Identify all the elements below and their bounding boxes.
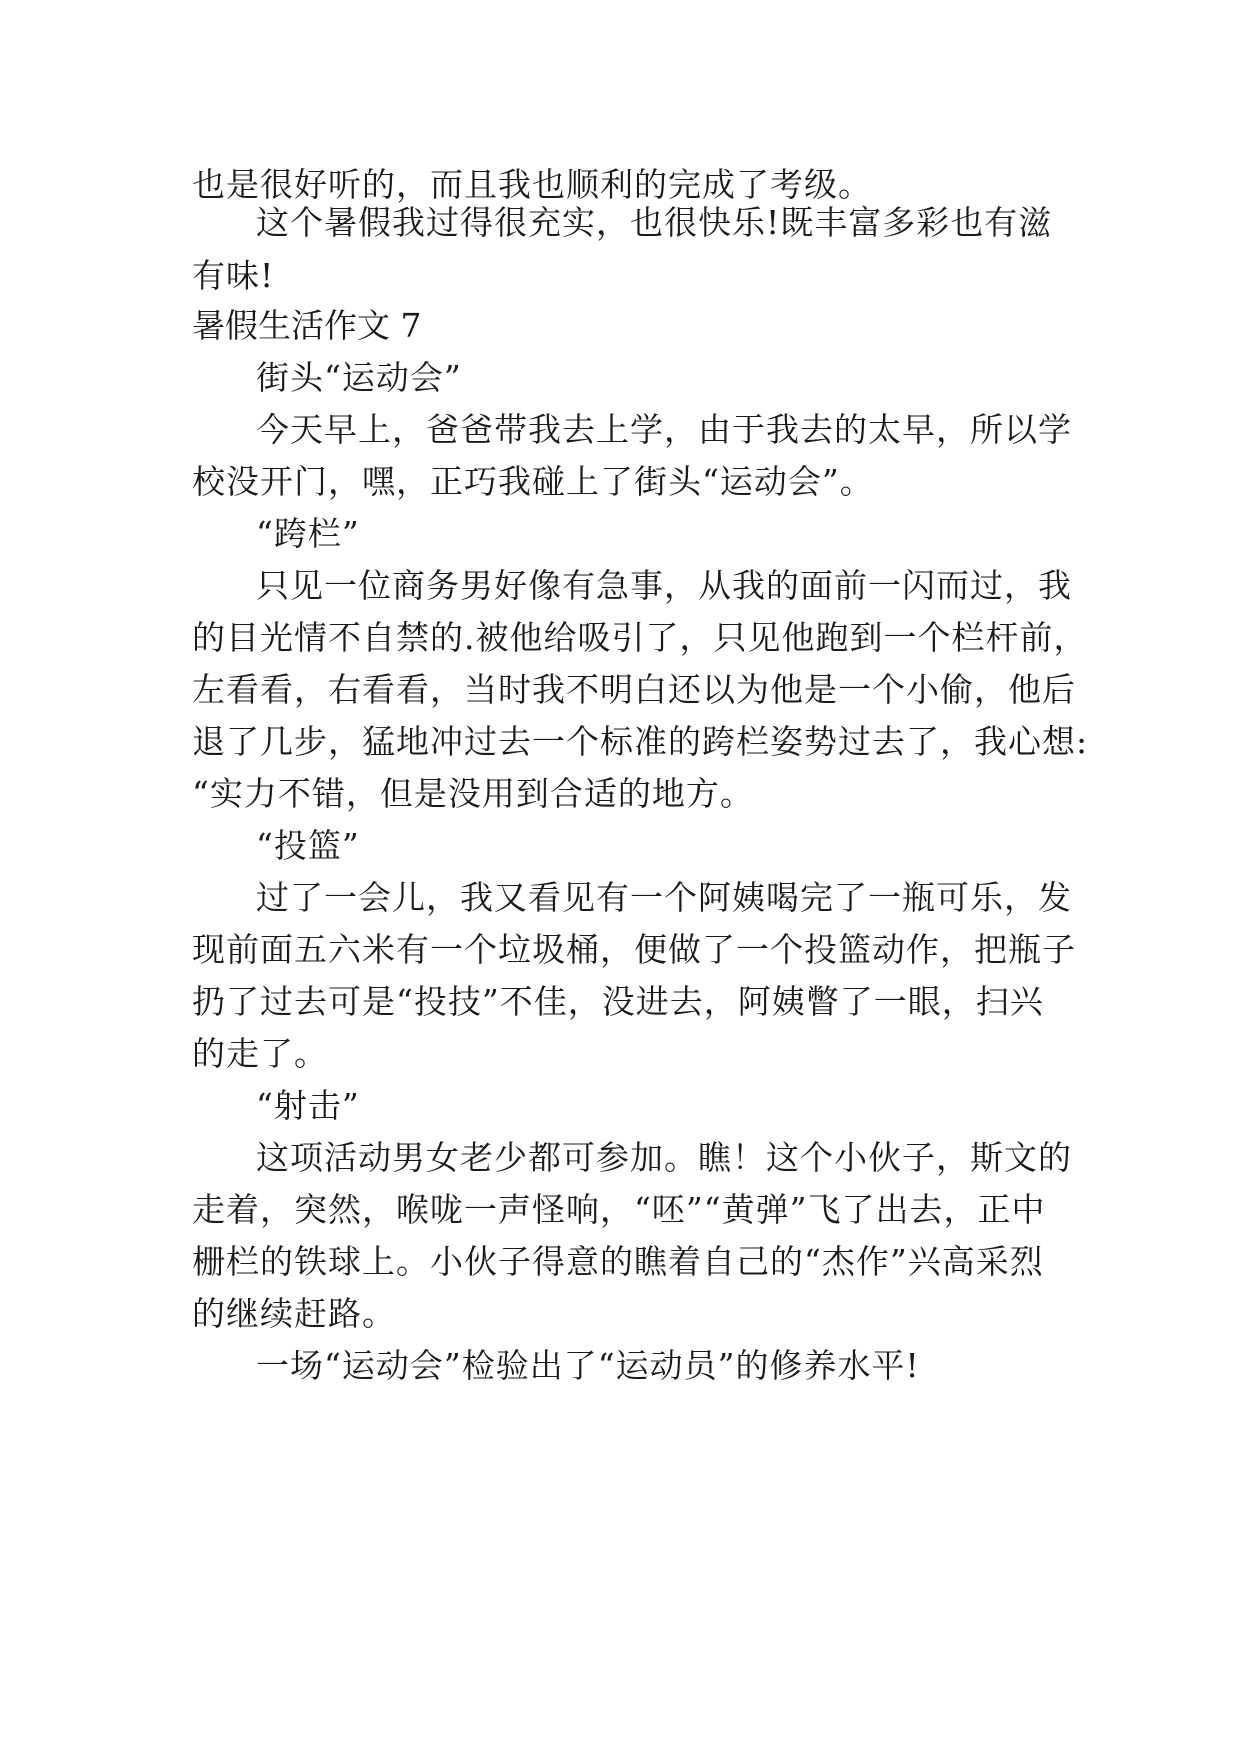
paragraph-line: “实力不错，但是没用到合适的地方。 bbox=[192, 774, 754, 813]
paragraph-line: 有味! bbox=[192, 256, 275, 295]
paragraph-line: 一场“运动会”检验出了“运动员”的修养水平! bbox=[256, 1346, 920, 1385]
paragraph-line: 的目光情不自禁的.被他给吸引了，只见他跑到一个栏杆前， bbox=[192, 618, 1088, 657]
paragraph-line: 的走了。 bbox=[192, 1034, 328, 1073]
paragraph-line: 退了几步，猛地冲过去一个标准的跨栏姿势过去了，我心想: bbox=[192, 722, 1089, 761]
paragraph-line: 的继续赶路。 bbox=[192, 1294, 396, 1333]
sub-heading: “跨栏” bbox=[256, 514, 360, 553]
sub-heading: “射击” bbox=[256, 1086, 360, 1125]
paragraph-line: 扔了过去可是“投技”不佳，没进去，阿姨瞥了一眼，扫兴 bbox=[192, 982, 1044, 1021]
paragraph-line: 今天早上，爸爸带我去上学，由于我去的太早，所以学 bbox=[256, 410, 1072, 449]
essay-heading: 街头“运动会” bbox=[256, 358, 462, 397]
paragraph-line: 左看看，右看看，当时我不明白还以为他是一个小偷，他后 bbox=[192, 670, 1076, 709]
paragraph-line: 校没开门，嘿，正巧我碰上了街头“运动会”。 bbox=[192, 462, 874, 501]
sub-heading: “投篮” bbox=[256, 826, 360, 865]
section-title: 暑假生活作文 7 bbox=[192, 306, 422, 345]
paragraph-line: 这个暑假我过得很充实，也很快乐!既丰富多彩也有滋 bbox=[256, 203, 1053, 242]
paragraph-line: 栅栏的铁球上。小伙子得意的瞧着自己的“杰作”兴高采烈 bbox=[192, 1242, 1044, 1281]
paragraph-line: 走着，突然，喉咙一声怪响，“呸”“黄弹”飞了出去，正中 bbox=[192, 1190, 1046, 1229]
paragraph-line: 过了一会儿，我又看见有一个阿姨喝完了一瓶可乐，发 bbox=[256, 878, 1072, 917]
paragraph-line: 只见一位商务男好像有急事，从我的面前一闪而过，我 bbox=[256, 566, 1072, 605]
paragraph-line: 现前面五六米有一个垃圾桶，便做了一个投篮动作，把瓶子 bbox=[192, 930, 1076, 969]
paragraph-line: 这项活动男女老少都可参加。瞧！这个小伙子，斯文的 bbox=[256, 1138, 1072, 1177]
paragraph-line: 也是很好听的，而且我也顺利的完成了考级。 bbox=[192, 165, 872, 204]
